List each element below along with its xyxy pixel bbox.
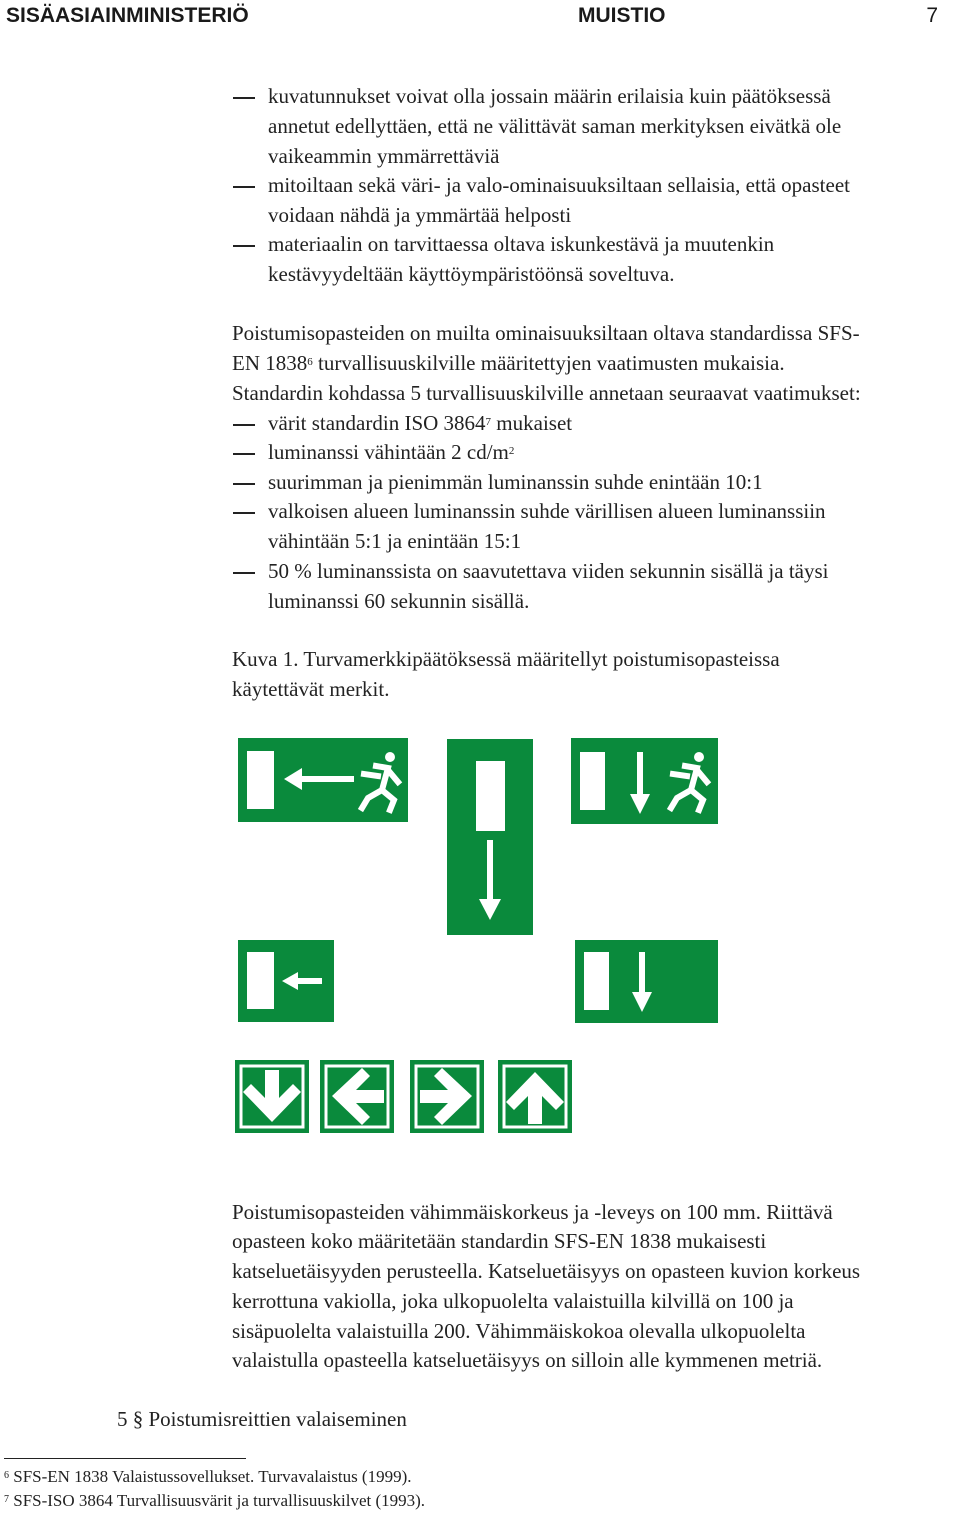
footnote-divider — [4, 1458, 246, 1459]
page-number: 7 — [926, 4, 938, 27]
paragraph-line: valaistulla opasteella katseluetäisyys on silloin alle kymmenen metriä. — [232, 1348, 823, 1372]
footnote-ref: 7 — [485, 416, 492, 428]
figure-caption: käytettävät merkit. — [232, 677, 390, 701]
exit-down-runner-icon — [571, 738, 718, 824]
footnote: $^6$ SFS-EN 1838 Valaistussovellukset. Turvavalaistus (1999). — [4, 1467, 412, 1486]
list-item-line: värit standardin ISO 3864$^7$ mukaiset — [268, 411, 573, 435]
paragraph-line: EN 1838$^6$ turvallisuuskilville määritettyjen vaatimusten mukaisia. — [232, 351, 785, 375]
list-item-line: mitoiltaan sekä väri- ja valo-ominaisuuksiltaan sellaisia, että opasteet — [268, 173, 850, 197]
section-heading: 5 § Poistumisreittien valaiseminen — [117, 1407, 407, 1431]
organization-name: SISÄASIAINMINISTERIÖ — [6, 4, 249, 27]
paragraph-line: Poistumisopasteiden on muilta ominaisuuksiltaan oltava standardissa SFS- — [232, 321, 860, 345]
list-dash — [233, 572, 255, 574]
exit-down-icon — [575, 940, 718, 1023]
list-item-line: vähintään 5:1 ja enintään 15:1 — [268, 529, 522, 553]
list-dash — [233, 186, 255, 188]
list-dash — [233, 512, 255, 514]
exit-down-vertical-icon — [447, 739, 533, 935]
list-dash — [233, 245, 255, 247]
list-item-line: luminanssi 60 sekunnin sisällä. — [268, 589, 530, 613]
list-item-line: valkoisen alueen luminanssin suhde värillisen alueen luminanssiin — [268, 499, 826, 523]
list-dash — [233, 97, 255, 99]
list-item-line: voidaan nähdä ja ymmärtää helposti — [268, 203, 572, 227]
arrow-up-icon — [498, 1060, 572, 1133]
list-item-line: kestävyydeltään käyttöympäristöönsä soveltuva. — [268, 262, 675, 286]
list-item-line: materiaalin on tarvittaessa oltava iskunkestävä ja muutenkin — [268, 232, 775, 256]
list-item-line: vaikeammin ymmärrettäviä — [268, 144, 500, 168]
paragraph-line: sisäpuolelta valaistuilla 200. Vähimmäiskokoa olevalla ulkopuolelta — [232, 1319, 806, 1343]
list-dash — [233, 483, 255, 485]
exit-left-runner-icon — [238, 738, 408, 822]
document-type: MUISTIO — [578, 4, 666, 27]
list-item-line: suurimman ja pienimmän luminanssin suhde enintään 10:1 — [268, 470, 763, 494]
paragraph-line: Standardin kohdassa 5 turvallisuuskilville annetaan seuraavat vaatimukset: — [232, 381, 861, 405]
list-item-line: kuvatunnukset voivat olla jossain määrin erilaisia kuin päätöksessä — [268, 84, 831, 108]
list-item-line: 50 % luminanssista on saavutettava viiden sekunnin sisällä ja täysi — [268, 559, 829, 583]
list-item-line: luminanssi vähintään 2 $cd/m^2$ — [268, 440, 515, 464]
list-dash — [233, 453, 255, 455]
paragraph-line: katseluetäisyyden perusteella. Katseluetäisyys on opasteen kuvion korkeus — [232, 1259, 861, 1283]
arrow-left-icon — [320, 1060, 394, 1133]
list-item-line: annetut edellyttäen, että ne välittävät saman merkityksen eivätkä ole — [268, 114, 842, 138]
footnote-ref: 6 — [307, 356, 313, 368]
arrow-right-icon — [410, 1060, 484, 1133]
arrow-down-icon — [235, 1060, 309, 1133]
exit-left-icon — [238, 940, 334, 1022]
footnote: $^7$ SFS-ISO 3864 Turvallisuusvärit ja turvallisuuskilvet (1993). — [4, 1491, 426, 1510]
paragraph-line: opasteen koko määritetään standardin SFS-EN 1838 mukaisesti — [232, 1229, 767, 1253]
paragraph-line: kerrottuna vakiolla, joka ulkopuolelta valaistuilla kilvillä on 100 ja — [232, 1289, 794, 1313]
figure-caption: Kuva 1. Turvamerkkipäätöksessä määritellyt poistumisopasteissa — [232, 647, 780, 671]
paragraph-line: Poistumisopasteiden vähimmäiskorkeus ja -leveys on 100 mm. Riittävä — [232, 1200, 833, 1224]
list-dash — [233, 424, 255, 426]
